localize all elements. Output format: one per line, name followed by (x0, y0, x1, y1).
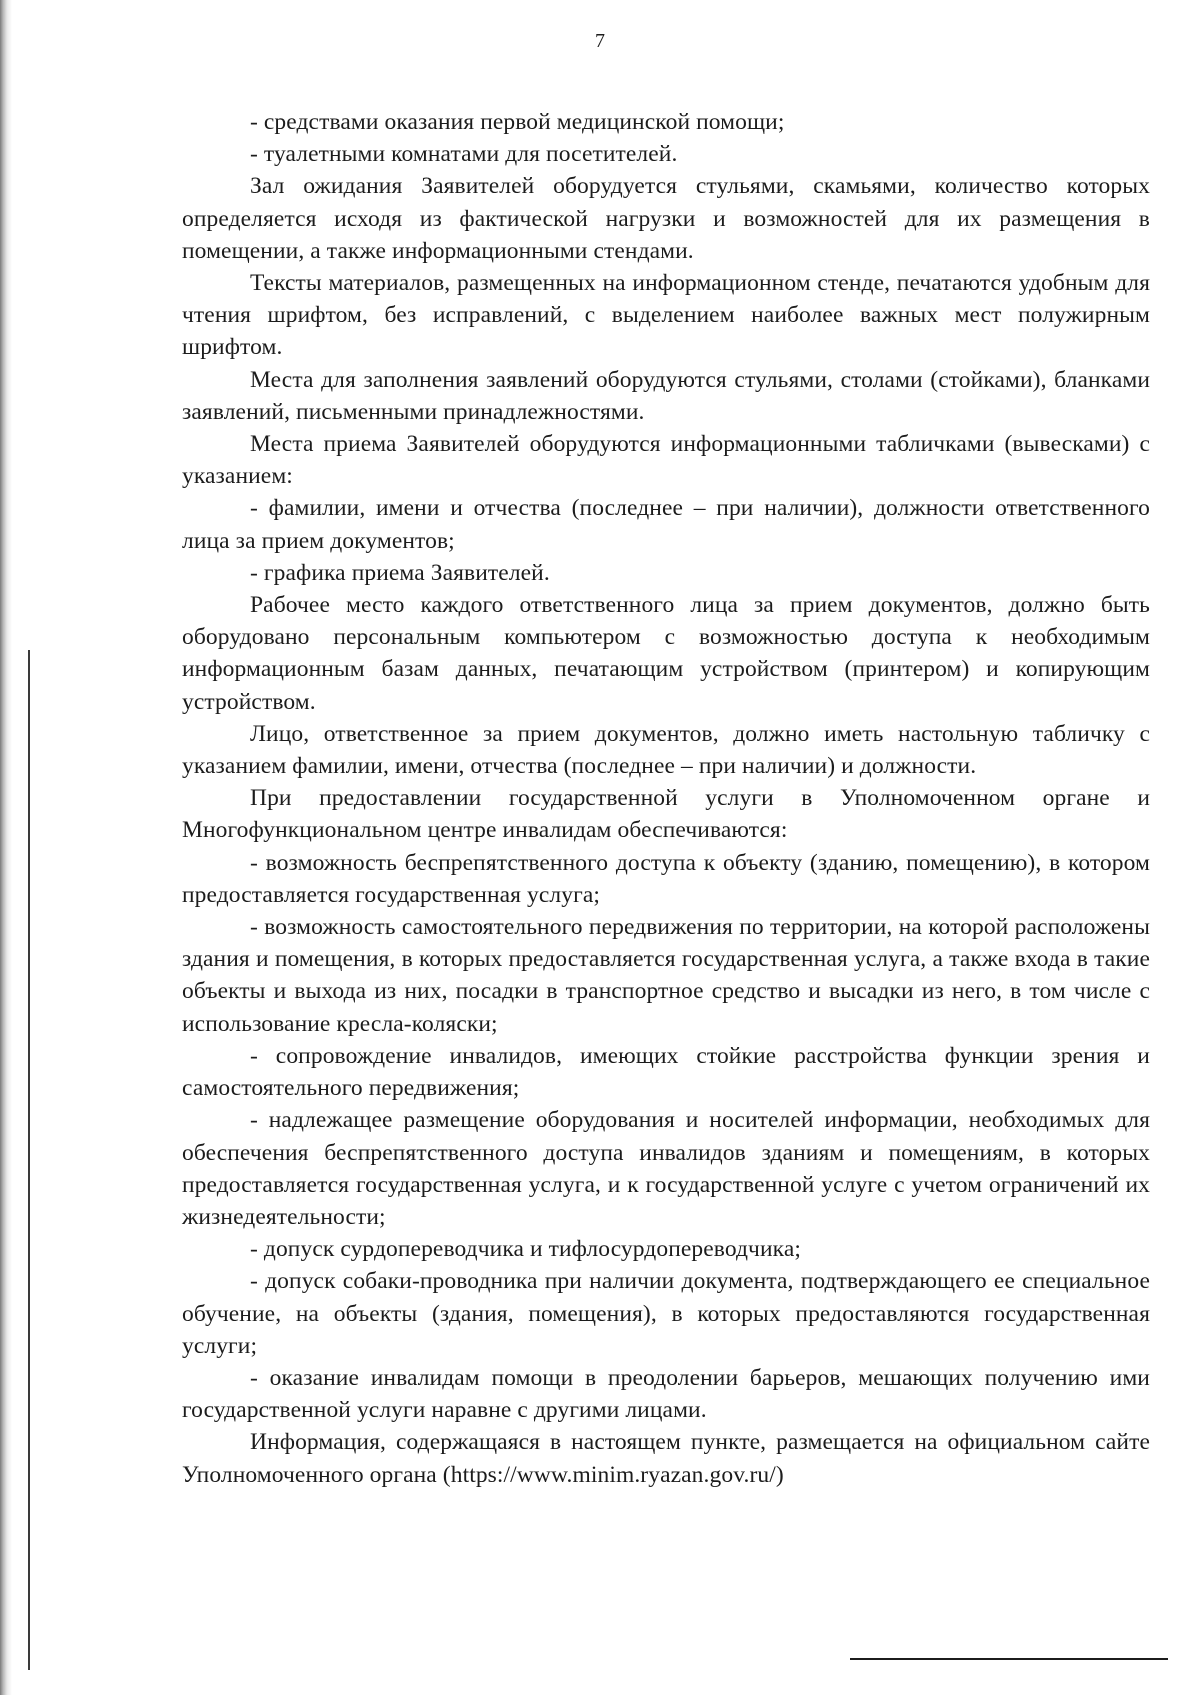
paragraph-barrier-free-access: - возможность беспрепятственного доступа к объекту (зданию, помещению), в котором предоставляется государственная услуга; (182, 849, 1150, 908)
footer-rule (850, 1658, 1168, 1660)
paragraph-info-stand-texts: Тексты материалов, размещенных на информационном стенде, печатаются удобным для чтения шрифтом, без исправлений, с выделением наиболее важных мест полужирным шрифтом. (182, 270, 1150, 361)
paragraph-barrier-help: - оказание инвалидам помощи в преодолении барьеров, мешающих получению ими государственной услуги наравне с другими лицами. (182, 1364, 1150, 1424)
paragraph-independent-movement: - возможность самостоятельного передвижения по территории, на которой расположены здания и помещения, в которых предоставляется государственная услуга, а также входа в такие объекты и выхода из них, посадки в транспортное средство и высадки из него, в том числе с использование кресла-коляски; (182, 914, 1150, 1037)
document-body (182, 106, 1150, 1491)
paragraph-application-places: Места для заполнения заявлений оборудуются стульями, столами (стойками), бланками заявлений, письменными принадлежностями. (182, 366, 1150, 425)
paragraph-first-aid: - средствами оказания первой медицинской помощи; (250, 109, 785, 135)
paragraph-restrooms: - туалетными комнатами для посетителей. (250, 141, 678, 168)
scan-edge-shadow (0, 0, 12, 1695)
paragraph-equipment-placement: - надлежащее размещение оборудования и носителей информации, необходимых для обеспечения беспрепятственного доступа инвалидов зданиям и помещениям, в которых предоставляется государственная услуга, и к государственной услуге с учетом ограничений их жизнедеятельности; (182, 1107, 1150, 1230)
paragraph-name-plate: Лицо, ответственное за прием документов, должно иметь настольную табличку с указанием фамилии, имени, отчества (последнее – при наличии) и должности. (182, 720, 1150, 780)
paragraph-reception-schedule: - графика приема Заявителей. (250, 559, 550, 586)
page-number: 7 (595, 30, 605, 52)
paragraph-disabled-provisions: При предоставлении государственной услуги в Уполномоченном органе и Многофункциональном центре инвалидам обеспечиваются: (182, 785, 1150, 844)
paragraph-escort: - сопровождение инвалидов, имеющих стойкие расстройства функции зрения и самостоятельного передвижения; (182, 1042, 1150, 1102)
scan-margin-line (28, 650, 30, 1670)
paragraph-website-info: Информация, содержащаяся в настоящем пункте, размещается на официальном сайте Уполномоченного органа (https://www.minim.ryazan.gov.ru/) (182, 1429, 1150, 1488)
paragraph-guide-dog: - допуск собаки-проводника при наличии документа, подтверждающего ее специальное обучение, на объекты (здания, помещения), в которых предоставляются государственная услуги; (182, 1268, 1150, 1359)
paragraph-sign-language: - допуск сурдопереводчика и тифлосурдопереводчика; (250, 1236, 801, 1263)
paragraph-workplace: Рабочее место каждого ответственного лица за прием документов, должно быть оборудовано персональным компьютером с возможностью доступа к необходимым информационным базам данных, печатающим устройством (принтером) и копирующим устройством. (182, 592, 1150, 715)
paragraph-responsible-name: - фамилии, имени и отчества (последнее – при наличии), должности ответственного лица за прием документов; (182, 495, 1150, 554)
paragraph-waiting-hall: Зал ожидания Заявителей оборудуется стульями, скамьями, количество которых определяется исходя из фактической нагрузки и возможностей для их размещения в помещении, а также информационными стендами. (182, 173, 1150, 264)
paragraph-reception-places: Места приема Заявителей оборудуются информационными табличками (вывесками) с указанием: (182, 431, 1150, 490)
